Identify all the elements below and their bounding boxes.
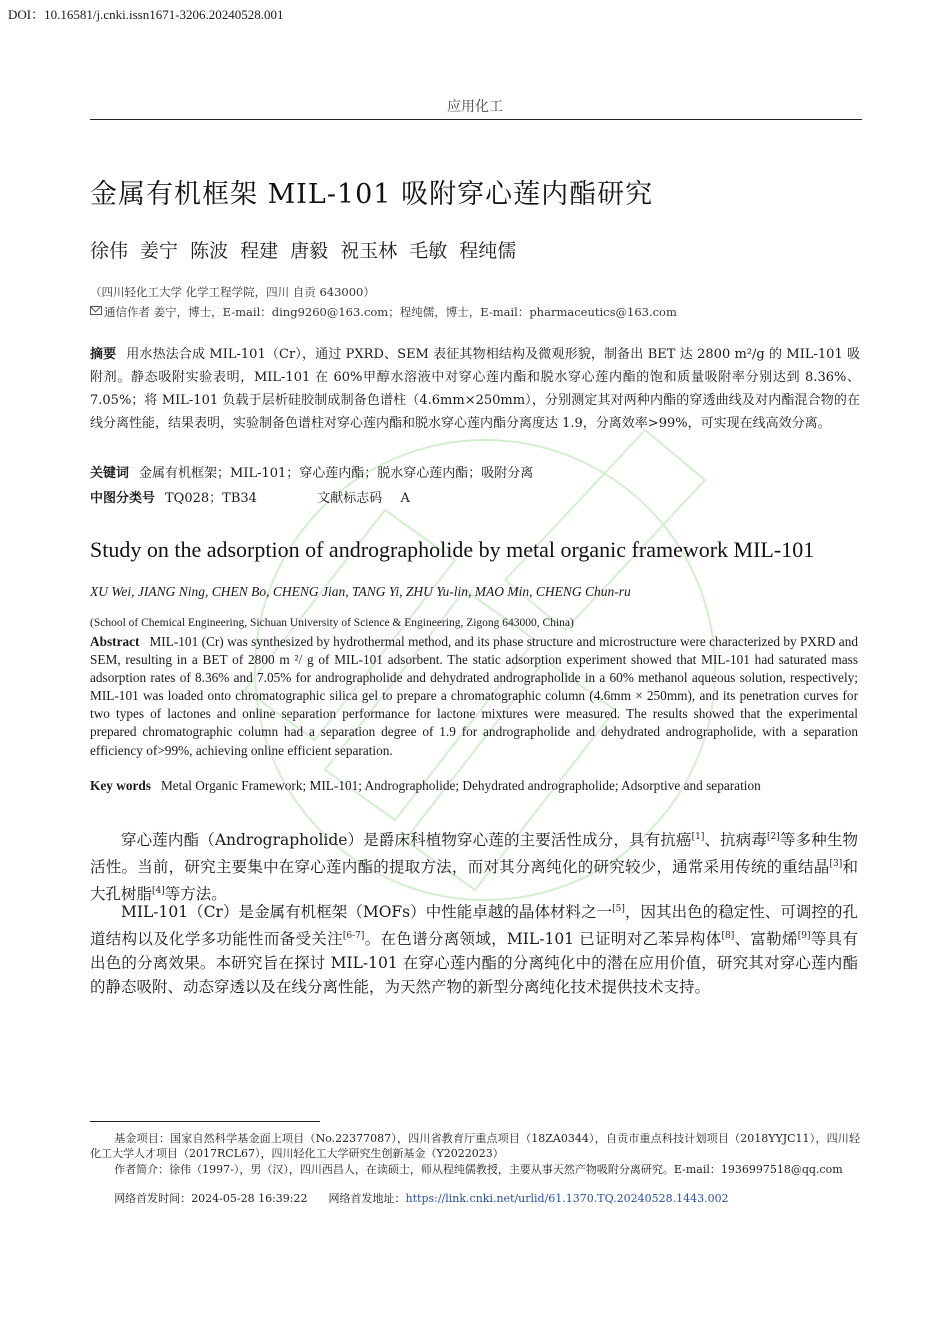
keywords-en-text: Metal Organic Framework; MIL-101; Andrographolide; Dehydrated andrographolide; Adsorptive and separation xyxy=(160,778,761,793)
affiliation-chinese: （四川轻化工大学 化学工程学院，四川 自贡 643000） xyxy=(90,285,375,299)
p1-text-d: 和大孔树脂 xyxy=(90,858,858,904)
authors-english: XU Wei, JIANG Ning, CHEN Bo, CHENG Jian, TANG Yi, ZHU Yu-lin, MAO Min, CHENG Chun-ru xyxy=(90,584,631,599)
keywords-label: 关键词 xyxy=(90,466,130,481)
classification xyxy=(90,487,410,506)
citation-ref[interactable]: [1] xyxy=(691,832,705,842)
doc-code-value: A xyxy=(400,491,410,506)
p2-text-c: 。在色谱分离领域，MIL-101 已证明对乙苯异构体 xyxy=(364,930,722,949)
p1-text-b: 、抗病毒 xyxy=(704,831,768,850)
body-paragraph-2 xyxy=(90,897,858,999)
publish-url-label: 网络首发地址： xyxy=(328,1192,406,1205)
citation-ref[interactable]: [3] xyxy=(829,859,843,870)
header-rule xyxy=(90,119,862,120)
envelope-icon xyxy=(90,306,102,315)
footnote-publish xyxy=(90,1191,884,1206)
citation-ref[interactable]: [9] xyxy=(797,931,811,942)
publish-time: 2024-05-28 16:39:22 xyxy=(191,1192,308,1205)
title-chinese: 金属有机框架 MIL-101 吸附穿心莲内酯研究 xyxy=(90,179,654,210)
footnote-fund: 基金项目：国家自然科学基金面上项目（No.22377087），四川省教育厅重点项目（18ZA0344），自贡市重点科技计划项目（2018YYJC11），四川轻化工大学人才项目（2017RCL67），四川轻化工大学研究生创新基金（Y2022023） xyxy=(90,1132,860,1160)
doc-code-label: 文献标志码 xyxy=(317,491,383,506)
p2-text-b: ，因其出色的稳定性、可调控的孔道结构以及化学多功能性而备受关注 xyxy=(90,903,858,949)
footnote-rule xyxy=(90,1121,320,1122)
p1-text-e: 等方法。 xyxy=(164,885,227,904)
publish-time-label: 网络首发时间： xyxy=(114,1192,192,1205)
keywords-chinese xyxy=(90,462,533,481)
citation-ref[interactable]: [2] xyxy=(767,832,780,842)
journal-name: 应用化工 xyxy=(447,99,503,115)
p2-text-e: 等具有出色的分离效果。本研究旨在探讨 MIL-101 在穿心莲内酯的分离纯化中的潜在应用价值，研究其对穿心莲内酯的静态吸附、动态穿透以及在线分离性能，为天然产物的新型分离纯化技术提供技术支持。 xyxy=(90,930,858,997)
keywords-text: 金属有机框架；MIL-101；穿心莲内酯；脱水穿心莲内酯；吸附分离 xyxy=(139,466,534,481)
footnote-author: 作者简介：徐伟（1997-），男（汉），四川西昌人，在读硕士，师从程纯儒教授，主要从事天然产物吸附分离研究。E-mail：1936997518@qq.com xyxy=(114,1163,843,1176)
publish-url-link[interactable]: https://link.cnki.net/urlid/61.1370.TQ.20240528.1443.002 xyxy=(405,1192,729,1205)
p1-text-a: 穿心莲内酯（Andrographolide）是爵床科植物穿心莲的主要活性成分，具有抗癌 xyxy=(121,831,692,850)
authors-chinese: 徐伟 姜宁 陈波 程建 唐毅 祝玉林 毛敏 程纯儒 xyxy=(90,240,517,262)
p2-text-d: 、富勒烯 xyxy=(734,930,798,949)
abstract-label: 摘要 xyxy=(90,347,117,362)
abstract-english xyxy=(90,633,858,760)
abstract-chinese xyxy=(90,343,860,435)
citation-ref[interactable]: [4] xyxy=(152,886,165,897)
affiliation-english: (School of Chemical Engineering, Sichuan University of Science & Engineering, Zigong 643000, China) xyxy=(90,617,574,629)
citation-ref[interactable]: [6-7] xyxy=(342,931,365,942)
citation-ref[interactable]: [8] xyxy=(721,931,735,942)
abstract-text: 用水热法合成 MIL-101（Cr），通过 PXRD、SEM 表征其物相结构及微观形貌，制备出 BET 达 2800 m²/g 的 MIL-101 吸附剂。静态吸附实验表明，MIL-101 在 60%甲醇水溶液中对穿心莲内酯和脱水穿心莲内酯的饱和质量吸附率分别达到 8.36%、7.05%；将 MIL-101 负载于层析硅胶制成制备色谱柱（4.6mm×250mm），分别测定其对两种内酯的穿透曲线及对内酯混合物的在线分离性能，结果表明，实验制备色谱柱对穿心莲内酯和脱水穿心莲内酯分离度达 1.9，分离效率>99%，可实现在线高效分离。 xyxy=(90,347,860,431)
corresponding-text: 通信作者 姜宁，博士，E-mail：ding9260@163.com；程纯儒，博士，E-mail：pharmaceutics@163.com xyxy=(104,305,677,319)
classification-value: TQ028；TB34 xyxy=(165,491,257,506)
abstract-en-text: MIL-101 (Cr) was synthesized by hydrothermal method, and its phase structure and microstructure were characterized by PXRD and SEM, resulting in a BET of 2800 m ²/ g of MIL-101 adsorbent. The static adsorption experiment showed that MIL-101 had saturated mass adsorption rates of 8.36% and 7.05% for andrographolide and dehydrated andrographolide in a 60% methanol aqueous solution, respectively; MIL-101 was loaded onto chromatographic silica gel to prepare a chromatographic column (4.6mm × 250mm), and its penetration curves for two types of lactones and online separation performance for lactone mixtures were measured. The results showed that the experimental prepared chromatographic column had a separation degree of 1.9 for andrographolide and dehydrated andrographolide, with a separation efficiency of>99%, achieving online efficient separation. xyxy=(90,634,858,758)
keywords-english xyxy=(90,778,761,794)
title-english: Study on the adsorption of andrographolide by metal organic framework MIL-101 xyxy=(90,537,815,562)
doi: DOI：10.16581/j.cnki.issn1671-3206.20240528.001 xyxy=(8,7,284,22)
corresponding-author xyxy=(90,304,677,320)
p2-text-a: MIL-101（Cr）是金属有机框架（MOFs）中性能卓越的晶体材料之一 xyxy=(121,903,613,922)
body-paragraph-1 xyxy=(90,825,858,906)
abstract-en-label: Abstract xyxy=(90,634,140,649)
p1-text-c: 等多种生物活性。当前，研究主要集中在穿心莲内酯的提取方法，而对其分离纯化的研究较少，通常采用传统的重结晶 xyxy=(90,831,858,877)
keywords-en-label: Key words xyxy=(90,778,151,793)
citation-ref[interactable]: [5] xyxy=(612,904,625,914)
classification-label: 中图分类号 xyxy=(90,491,156,506)
